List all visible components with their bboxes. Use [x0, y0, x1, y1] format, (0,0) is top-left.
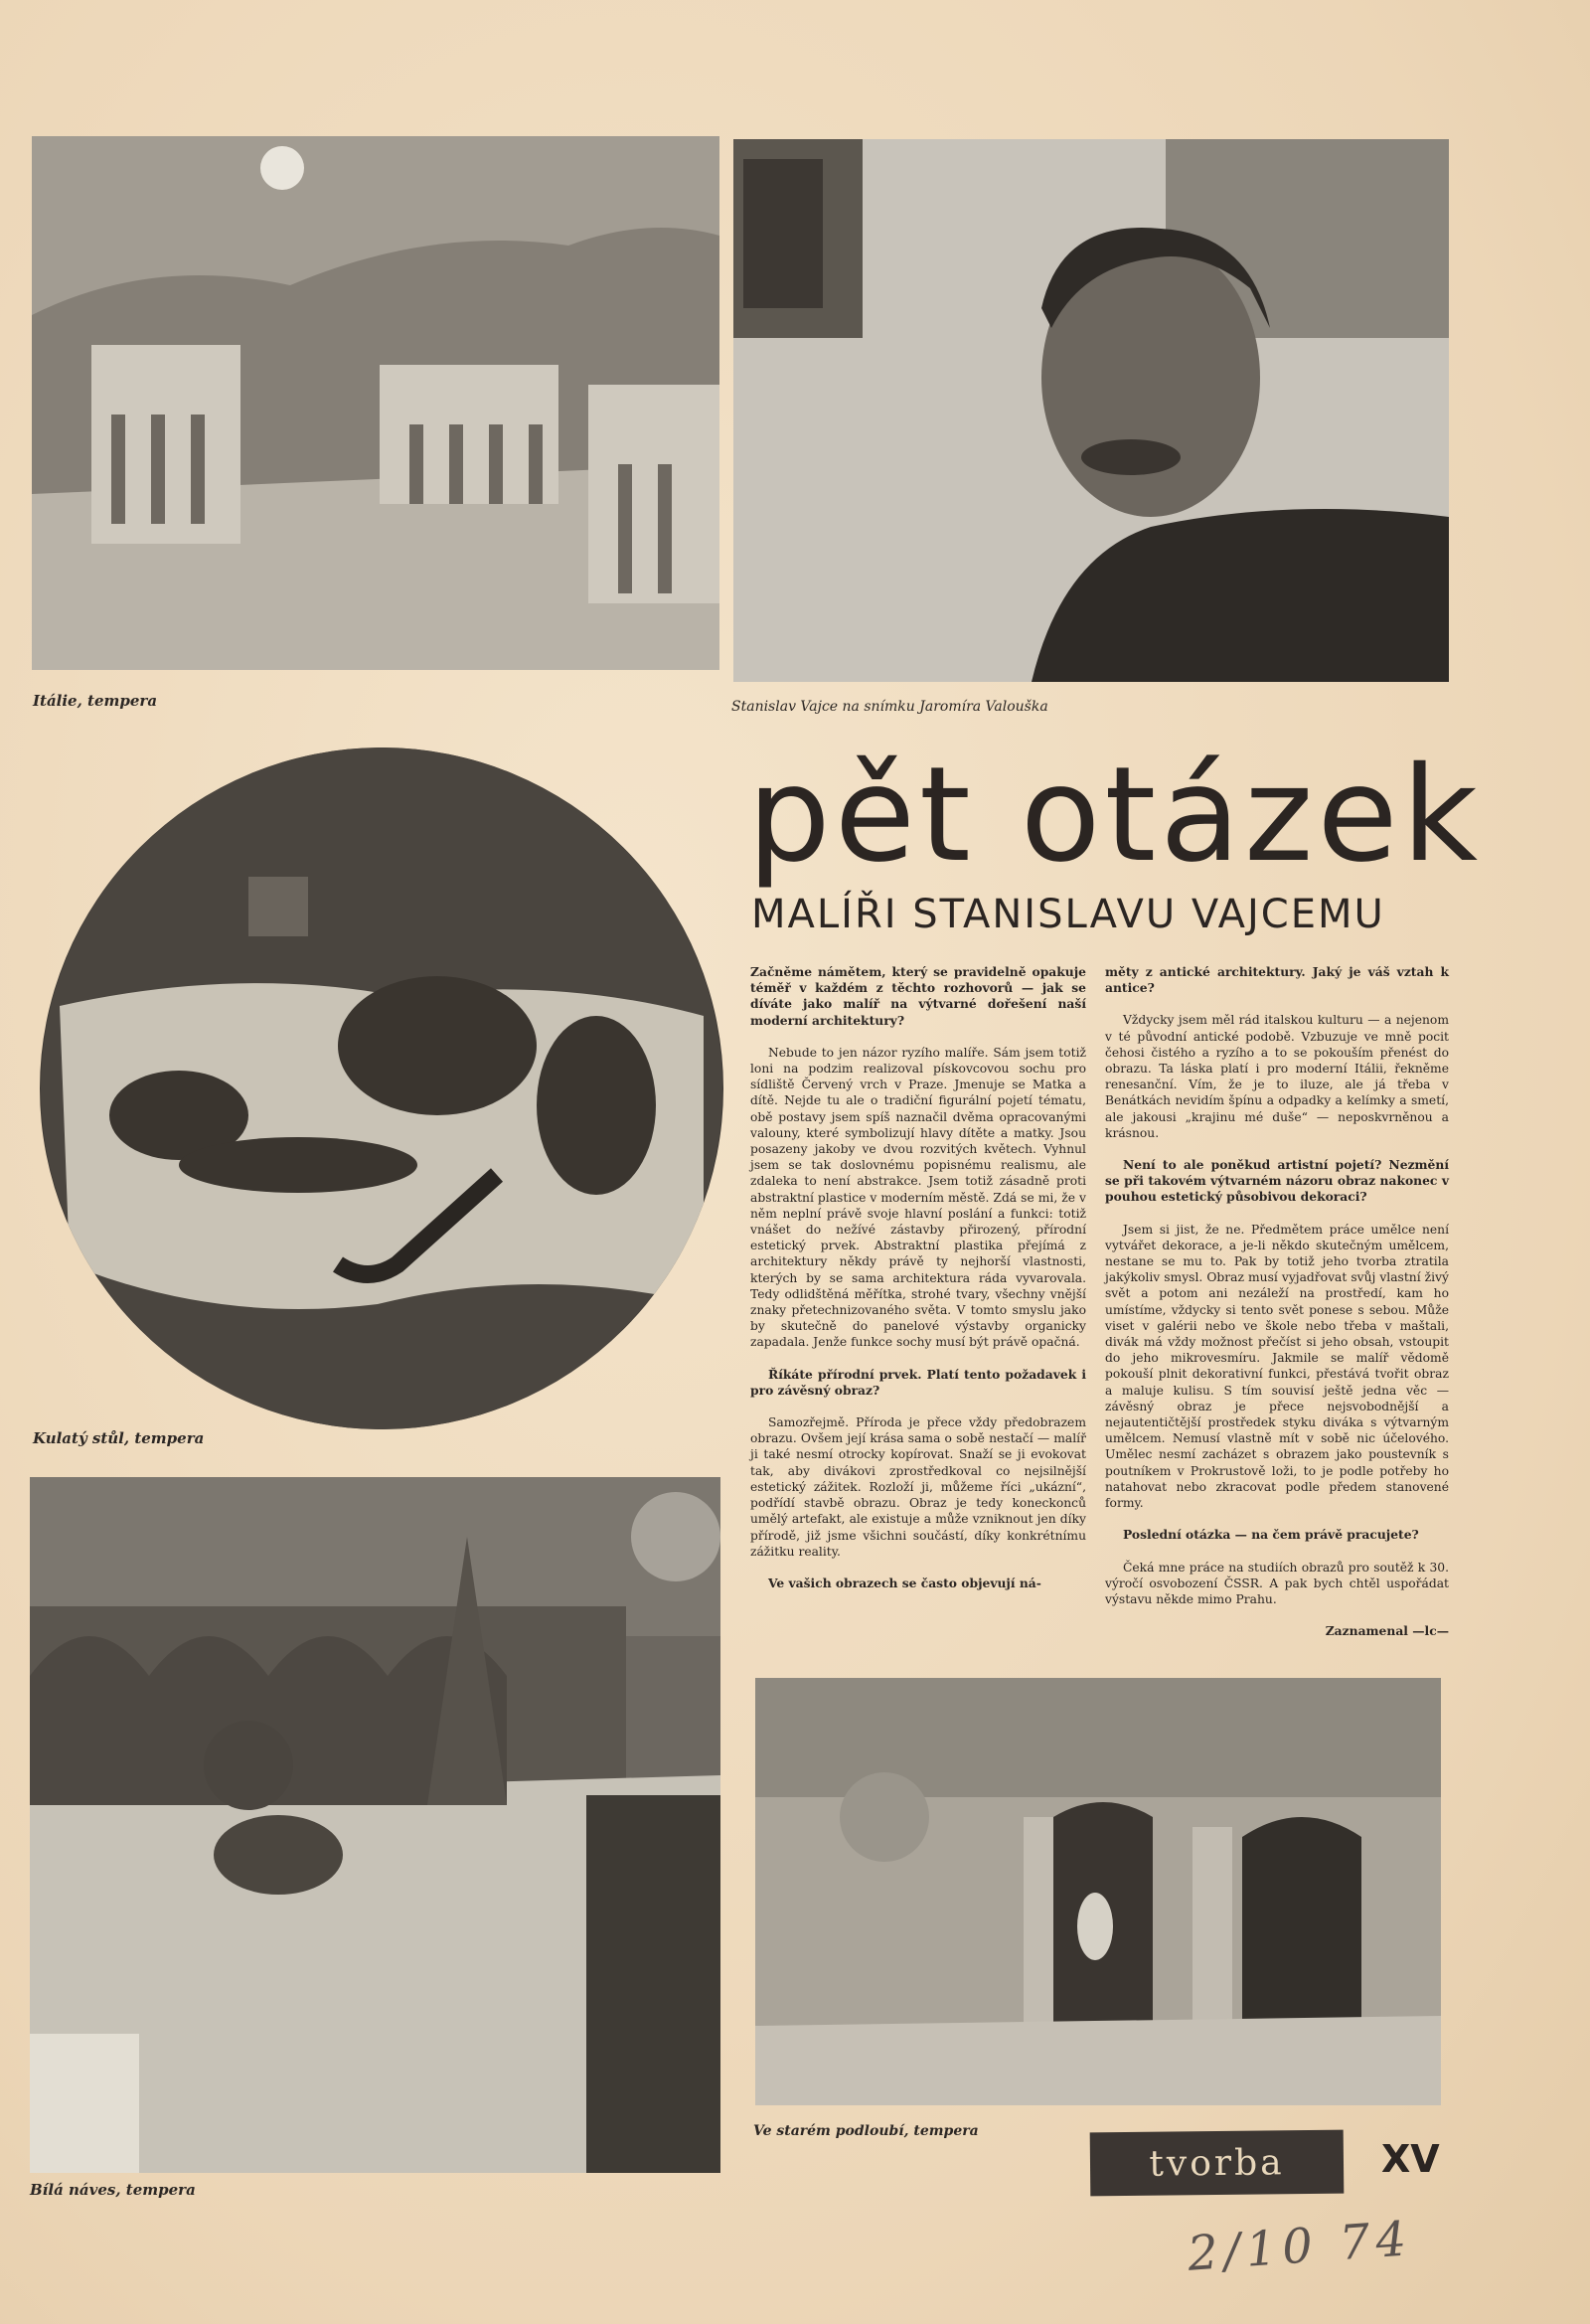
interview-answer: Vždycky jsem měl rád italskou kulturu — a nejenom v té původní antické podobě. Vzbuzuje ve mně pocit čehosi čistého a ryzího a to se pokouším přenést do obrazu. Ta láska platí i pro moderní Itálii, řekněme renesanční. Vím, že je to iluze, ale já třeba v Benátkách nevidím špínu a odpadky a kelímky a smetí, ale jakousi „krajinu mé duše“ — neposkvrněnou a krásnou.	[1105, 1013, 1449, 1140]
interview-question: Není to ale poněkud artistní pojetí? Nezmění se při takovém výtvarném názoru obraz nakonec v pouhou estetický působivou dekoraci?	[1105, 1157, 1449, 1205]
caption-kulaty-stul: Kulatý stůl, tempera	[33, 1429, 205, 1447]
caption-italie: Itálie, tempera	[33, 692, 158, 710]
interview-answer: Čeká mne práce na studiích obrazů pro soutěž k 30. výročí osvobození ČSSR. A pak bych chtěl uspořádat výstavu někde mimo Prahu.	[1105, 1560, 1449, 1606]
interview-question: měty z antické architektury. Jaký je váš vztah k antice?	[1105, 964, 1449, 996]
painting-italie	[32, 136, 719, 670]
painting-podlouby	[755, 1678, 1441, 2105]
painting-bila-naves	[30, 1477, 720, 2173]
caption-podlouby: Ve starém podloubí, tempera	[753, 2123, 979, 2139]
interview-question: Poslední otázka — na čem právě pracujete?	[1123, 1527, 1419, 1543]
interview-question: Říkáte přírodní prvek. Platí tento požadavek i pro závěsný obraz?	[750, 1366, 1086, 1398]
handwritten-date: 2/10 74	[1186, 2211, 1414, 2282]
author-signature: Zaznamenal —lc—	[1325, 1623, 1449, 1639]
interview-answer: Jsem si jist, že ne. Předmětem práce umělce není vytvářet dekorace, a je-li někdo skutečným umělcem, nestane se mu to. Pak by totiž jeho tvorba ztratila jakýkoliv smysl. Obraz musí vyjadřovat svůj vlastní živý svět a potom ani nezáleží na prostředí, kam ho umístíme, vždycky si tento svět ponese s sebou. Může viset v galérii nebo ve škole nebo třeba v maštali, divák má vždy možnost přečíst si jeho obsah, vstoupit do jeho mikrovesmíru. Jakmile se malíř vědomě pokouší plnit dekorativní funkci, přestává tvořit obraz a maluje kulisu. S tím souvisí ještě jedna věc — závěsný obraz je přece nejsvobodnější a nejautentičtější prostředek styku diváka s výtvarným umělcem. Nemusí vlastně mít v sobě nic účelového. Umělec nesmí zacházet s obrazem jako poustevník s poutníkem v Prokrustově loži, to je podle potřeby ho natahovat nebo zkracovat podle předem stanovené formy.	[1105, 1222, 1449, 1511]
interview-answer: Nebude to jen názor ryzího malíře. Sám jsem totiž loni na podzim realizoval pískovcovou sochu pro sídliště Červený vrch v Praze. Jmenuje se Matka a dítě. Nejde tu ale o tradiční figurální pojetí tématu, obě postavy jsem spíš naznačil dvěma opracovanými valouny, které symbolizují hlavy dítěte a matky. Jsou posazeny jakoby ve dvou rozvitých květech. Vyhnul jsem se tak doslovnému popisnému realismu, ale zdaleka to není abstrakce. Jsem totiž zásadně proti abstraktní plastice v moderním městě. Zdá se mi, že v něm neplní právě svoje hlavní poslání a funkci: totiž vnášet do nežívé zástavby přirozený, přírodní estetický prvek. Abstraktní plastika přejímá z architektury někdy právě ty nejhorší vlastnosti, kterých by se sama architektura ráda vyvarovala. Tedy odlidštěná měřítka, strohé tvary, všechny vnější znaky přetechnizovaného světa. V tomto smyslu jako by skutečně do panelové výstavby organicky zapadala. Jenže funkce sochy musí být právě opačná.	[750, 1045, 1086, 1350]
article-subtitle: MALÍŘI STANISLAVU VAJCEMU	[751, 892, 1385, 937]
interview-question: Začněme námětem, který se pravidelně opakuje téměř v každém z těchto rozhovorů — jak se díváte jako malíř na výtvarné dořešení naší moderní architektury?	[750, 964, 1086, 1028]
article-column-1	[750, 964, 1086, 1607]
caption-bila-naves: Bílá náves, tempera	[30, 2181, 196, 2199]
interview-answer: Samozřejmě. Příroda je přece vždy předobrazem obrazu. Ovšem její krása sama o sobě nestačí — malíř ji také nesmí otrocky kopírovat. Snaží se ji evokovat tak, aby divákovi zprostředkoval co nejsilnější estetický zážitek. Rozloží ji, můžeme říci „ukázní“, podřídí stavbě obrazu. Obraz je tedy koneckonců umělý artefakt, ale existuje a může vzniknout jen díky přírodě, již jsme všichni součástí, díky konkrétnímu zážitku reality.	[750, 1415, 1086, 1559]
portrait-photo	[733, 139, 1449, 682]
tvorba-logo: tvorba	[1090, 2130, 1345, 2197]
interview-question: Ve vašich obrazech se často objevují ná-	[768, 1575, 1041, 1590]
painting-kulaty-stul	[40, 747, 723, 1429]
caption-portrait: Stanislav Vajce na snímku Jaromíra Valouška	[731, 699, 1048, 715]
page-number: XV	[1381, 2137, 1440, 2181]
article-title: pět otázek	[747, 739, 1483, 892]
article-column-2	[1105, 964, 1449, 1655]
